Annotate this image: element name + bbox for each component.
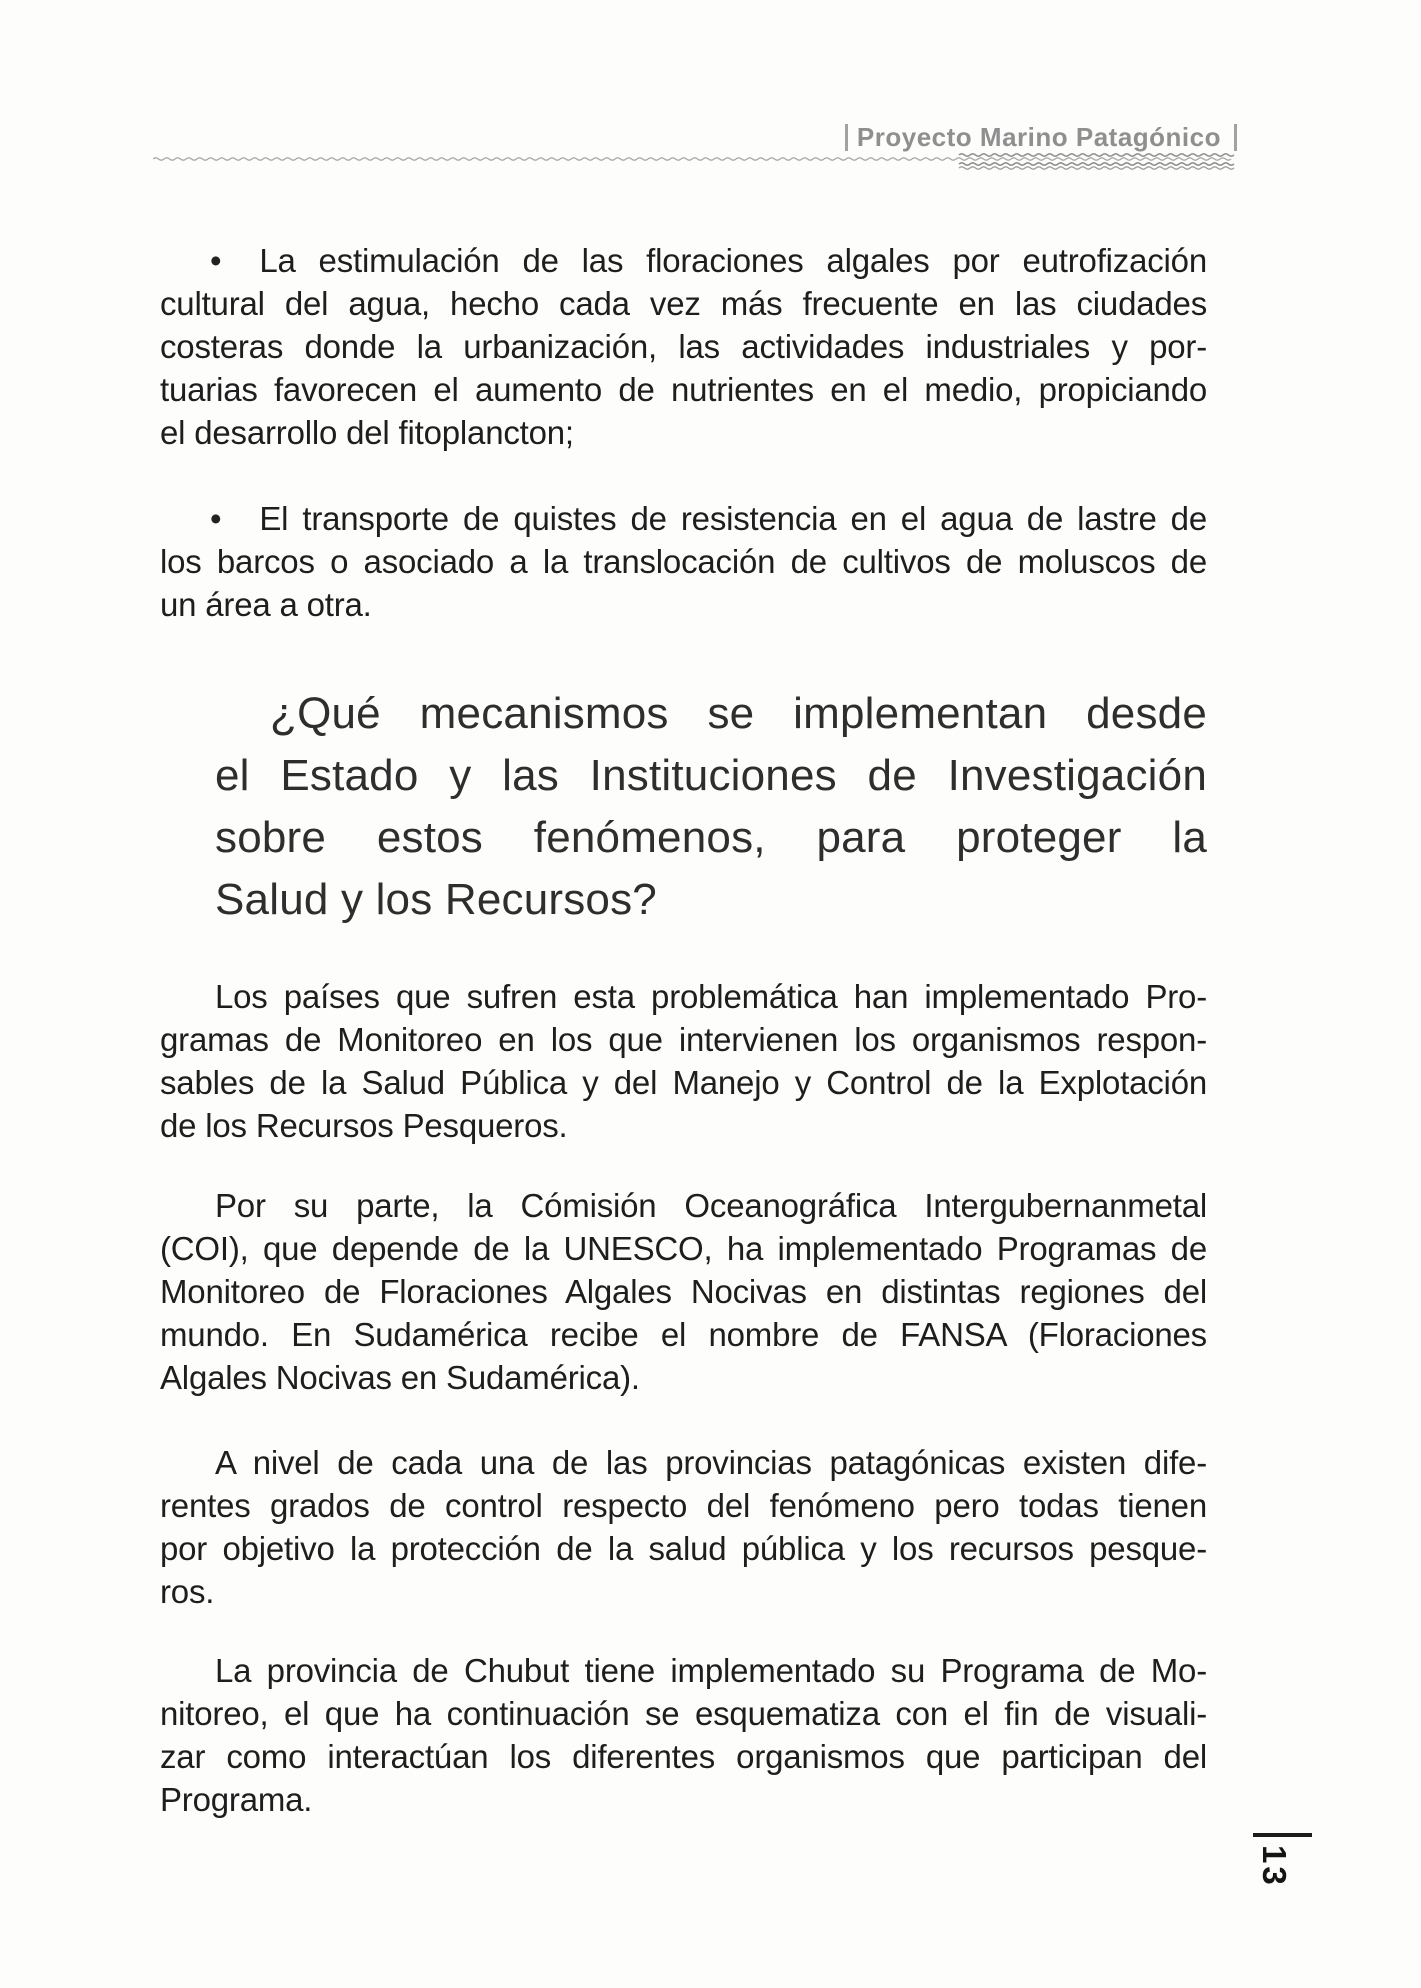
wave-strand bbox=[959, 167, 1234, 169]
bullet-2-line-1: • El transporte de quistes de resistencia en el agua de lastre de bbox=[210, 500, 1207, 537]
page-number-text: 13 bbox=[1256, 1845, 1293, 1888]
para-2-line-1: Por su parte, la Cómisión Oceanográfica Intergubernanmetal bbox=[215, 1187, 1207, 1224]
para-2-line-4: mundo. En Sudamérica recibe el nombre de FANSA (Floraciones bbox=[160, 1316, 1207, 1353]
heading-line-2: el Estado y las Instituciones de Investigación bbox=[215, 751, 1207, 800]
para-1-line-4: de los Recursos Pesqueros. bbox=[160, 1107, 568, 1144]
bullet-1-line-1: • La estimulación de las floraciones algales por eutrofización bbox=[210, 242, 1207, 279]
para-1-line-3: sables de la Salud Pública y del Manejo y Control de la Explotación bbox=[160, 1064, 1207, 1101]
bullet-2-line-2: los barcos o asociado a la translocación de cultivos de moluscos de bbox=[160, 543, 1207, 580]
heading-line-4: Salud y los Recursos? bbox=[215, 875, 657, 924]
para-3-line-3: por objetivo la protección de la salud pública y los recursos pesque- bbox=[160, 1530, 1207, 1567]
wave-strand bbox=[959, 154, 1234, 156]
para-2-block bbox=[160, 1184, 1207, 1399]
bullet-1-line-3: costeras donde la urbanización, las actividades industriales y por- bbox=[160, 328, 1207, 365]
bullet-1-line-2: cultural del agua, hecho cada vez más frecuente en las ciudades bbox=[160, 285, 1207, 322]
page-header bbox=[0, 122, 1237, 153]
para-2-line-5: Algales Nocivas en Sudamérica). bbox=[160, 1359, 640, 1396]
page-number bbox=[1253, 1833, 1312, 1901]
para-4-line-2: nitoreo, el que ha continuación se esquematiza con el fin de visuali- bbox=[160, 1695, 1207, 1732]
bullet-1-block bbox=[160, 239, 1207, 454]
para-4-line-1: La provincia de Chubut tiene implementado su Programa de Mo- bbox=[215, 1652, 1207, 1689]
para-2-line-2: (COI), que depende de la UNESCO, ha implementado Programas de bbox=[160, 1230, 1207, 1267]
bullet-1-line-4: tuarias favorecen el aumento de nutrientes en el medio, propiciando bbox=[160, 371, 1207, 408]
bullet-2-block bbox=[160, 497, 1207, 626]
para-2-line-3: Monitoreo de Floraciones Algales Nocivas en distintas regiones del bbox=[160, 1273, 1207, 1310]
para-4-line-3: zar como interactúan los diferentes organismos que participan del bbox=[160, 1738, 1207, 1775]
header-title: Proyecto Marino Patagónico bbox=[856, 122, 1221, 152]
para-1-block bbox=[160, 975, 1207, 1147]
para-3-line-4: ros. bbox=[160, 1573, 215, 1610]
heading-block bbox=[215, 683, 1207, 931]
wave-strand bbox=[959, 163, 1234, 165]
wavy-divider-icon bbox=[153, 152, 1240, 172]
bullet-icon: • bbox=[210, 242, 222, 279]
heading-line-3: sobre estos fenómenos, para proteger la bbox=[215, 813, 1207, 862]
header-left-bar-icon bbox=[845, 124, 848, 151]
para-1-line-2: gramas de Monitoreo en los que intervienen los organismos respon- bbox=[160, 1021, 1207, 1058]
para-4-line-4: Programa. bbox=[160, 1781, 313, 1818]
para-4-block bbox=[160, 1649, 1207, 1821]
para-3-line-1: A nivel de cada una de las provincias patagónicas existen dife- bbox=[215, 1444, 1207, 1481]
header-right-bar-icon bbox=[1234, 124, 1237, 151]
para-1-line-1: Los países que sufren esta problemática han implementado Pro- bbox=[215, 978, 1207, 1015]
bullet-1-line-5: el desarrollo del fitoplancton; bbox=[160, 414, 574, 451]
wave-strand bbox=[153, 158, 1231, 160]
para-3-block bbox=[160, 1441, 1207, 1613]
bullet-2-line-3: un área a otra. bbox=[160, 586, 372, 623]
bullet-icon: • bbox=[210, 500, 222, 537]
para-3-line-2: rentes grados de control respecto del fenómeno pero todas tienen bbox=[160, 1487, 1207, 1524]
heading-line-1: ¿Qué mecanismos se implementan desde bbox=[270, 689, 1207, 738]
